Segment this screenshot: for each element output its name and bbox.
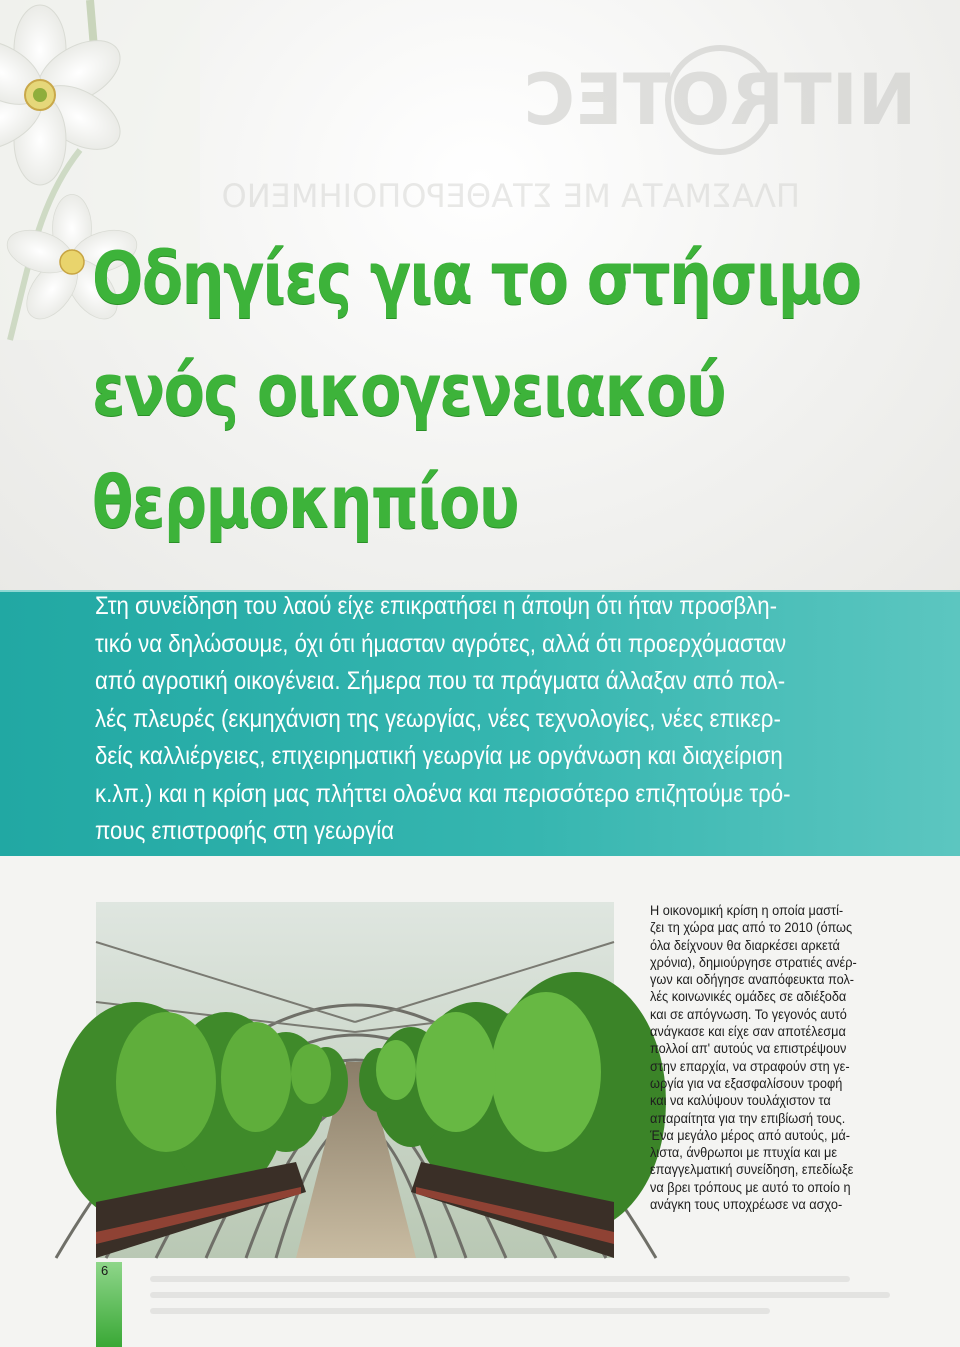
page-number-bar <box>96 1262 122 1347</box>
body-column <box>650 902 923 1213</box>
body-line: λιστα, άνθρωποι με πτυχία και με <box>650 1144 838 1161</box>
lead-line: κ.λπ.) και η κρίση μας πλήττει ολοένα και περισσότερο επιζητούμε τρό- <box>95 779 791 808</box>
body-line: ανάγκασε και είχε σαν αποτέλεσμα <box>650 1023 846 1040</box>
watermark-logo <box>180 40 917 160</box>
lead-line: τικό να δηλώσουμε, όχι ότι ήμασταν αγρότες, αλλά ότι προερχόμασταν <box>95 629 787 658</box>
body-line: λές κοινωνικές ομάδες σε αδιέξοδα <box>650 988 847 1005</box>
lead-line: δείς καλλιέργειες, επιχειρηματική γεωργία με οργάνωση και διαχείριση <box>95 742 783 770</box>
article-title <box>92 222 861 558</box>
watermark-logo-text: NITROTEC <box>523 59 917 141</box>
body-line: να βρει τρόπους με αυτό το οποίο η <box>650 1178 851 1195</box>
body-line: ανάγκη τους υποχρέωσε να ασχο- <box>650 1196 843 1213</box>
body-line: και σε απόγνωση. Το γεγονός αυτό <box>650 1005 847 1022</box>
title-line-1: Οδηγίες για το στήσιμο <box>92 236 861 320</box>
lead-paragraph <box>95 588 949 851</box>
greenhouse-photo <box>96 902 614 1258</box>
lead-line: Στη συνείδηση του λαού είχε επικρατήσει η άποψη ότι ήταν προσβλη- <box>95 592 778 620</box>
body-line: Η οικονομική κρίση η οποία μαστί- <box>650 902 844 918</box>
show-through-text <box>150 1272 910 1332</box>
body-line: ζει τη χώρα μας από το 2010 (όπως <box>650 919 853 936</box>
body-line: ωργία για να εξασφαλίσουν τροφή <box>650 1074 843 1091</box>
title-line-3: θερμοκηπίου <box>92 460 518 544</box>
lead-line: από αγροτική οικογένεια. Σήμερα που τα πράγματα άλλαξαν από πολ- <box>95 667 786 695</box>
body-line: στην επαρχία, να στραφούν στη γε- <box>650 1057 850 1074</box>
body-line: όλα δείχνουν θα διαρκέσει αρκετά <box>650 936 840 953</box>
body-line: απαραίτητα για την επιβίωσή τους. <box>650 1109 846 1126</box>
body-line: και να καλύψουν τουλάχιστον τα <box>650 1092 831 1109</box>
lead-line: πους επιστροφής στη γεωργία <box>95 817 395 845</box>
watermark-tagline <box>180 175 800 215</box>
body-line: Ένα μεγάλο μέρος από αυτούς, μά- <box>650 1126 851 1143</box>
watermark-tagline-text: ΠΛΑΣΜΑΤΑ ΜΕ ΣΤΑΘΕΡΟΠΟΙΗΜΕΝΟ <box>221 177 800 215</box>
lead-line: λές πλευρές (εκμηχάνιση της γεωργίας, νέες τεχνολογίες, νέες επικερ- <box>95 704 781 733</box>
body-line: επαγγελματική συνείδηση, επεδίωξε <box>650 1161 854 1178</box>
body-line: γων και οδήγησε αναπόφευκτα πολ- <box>650 971 855 988</box>
page-number: 6 <box>101 1263 109 1278</box>
body-line: πολλοί απ' αυτούς να επιστρέψουν <box>650 1040 847 1057</box>
title-line-2: ενός οικογενειακού <box>92 348 725 432</box>
body-line: χρόνια), δημιούργησε στρατιές ανέρ- <box>650 953 857 970</box>
